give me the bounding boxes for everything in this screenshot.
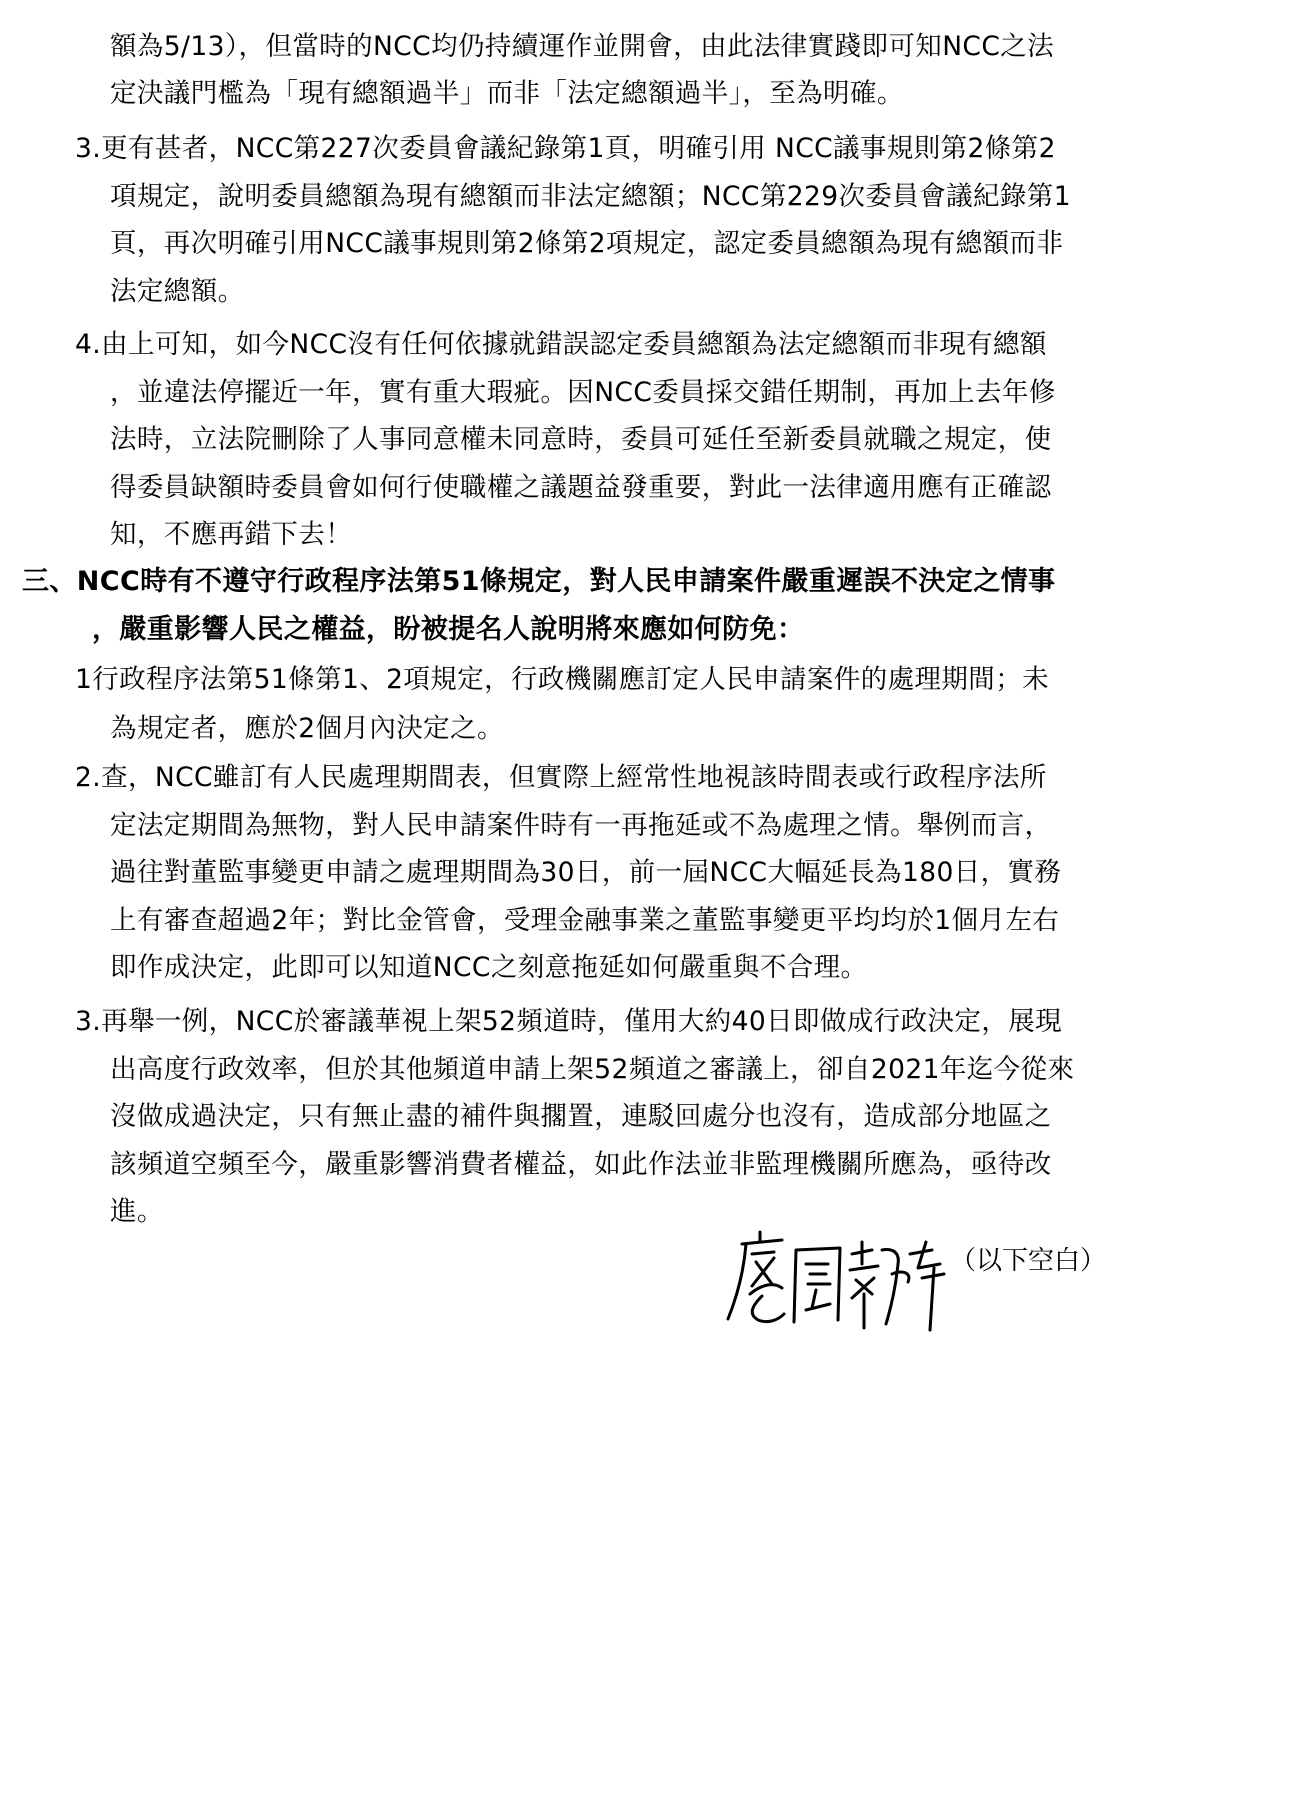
text-line: 該頻道空頻至今，嚴重影響消費者權益，如此作法並非監理機關所應為，亟待改 — [110, 1149, 1052, 1180]
list-item-3: 3.更有甚者，NCC第227次委員會議紀錄第1頁，明確引用 NCC議事規則第2條第2 — [75, 133, 1056, 164]
text-line: 即作成決定，此即可以知道NCC之刻意拖延如何嚴重與不合理。 — [110, 952, 868, 983]
list-item-1: 1行政程序法第51條第1、2項規定，行政機關應訂定人民申請案件的處理期間；未 — [75, 664, 1049, 695]
blank-below-note: （以下空白） — [950, 1246, 1107, 1276]
text-line: 上有審查超過2年；對比金管會，受理金融事業之董監事變更平均均於1個月左右 — [110, 905, 1060, 936]
list-item-3b: 3.再舉一例，NCC於審議華視上架52頻道時，僅用大約40日即做成行政決定，展現 — [75, 1006, 1063, 1037]
list-item-4: 4.由上可知，如今NCC沒有任何依據就錯誤認定委員總額為法定總額而非現有總額 — [75, 329, 1047, 360]
text-line: 法定總額。 — [110, 276, 245, 307]
section-heading-3-cont: ，嚴重影響人民之權益，盼被提名人說明將來應如何防免： — [92, 614, 805, 645]
text-line: 定法定期間為無物，對人民申請案件時有一再拖延或不為處理之情。舉例而言， — [110, 810, 1052, 841]
section-heading-3: 三、NCC時有不遵守行政程序法第51條規定，對人民申請案件嚴重遲誤不決定之情事 — [22, 566, 1056, 597]
text-line: 得委員缺額時委員會如何行使職權之議題益發重要，對此一法律適用應有正確認 — [110, 472, 1052, 503]
handwritten-signature — [722, 1224, 952, 1334]
text-line: 頁，再次明確引用NCC議事規則第2條第2項規定，認定委員總額為現有總額而非 — [110, 228, 1064, 259]
text-line: 額為5/13），但當時的NCC均仍持續運作並開會，由此法律實踐即可知NCC之法 — [110, 31, 1055, 62]
text-line: 進。 — [110, 1196, 164, 1227]
text-line: ，並違法停擺近一年，實有重大瑕疵。因NCC委員採交錯任期制，再加上去年修 — [110, 377, 1056, 408]
list-item-2: 2.查，NCC雖訂有人民處理期間表，但實際上經常性地視該時間表或行政程序法所 — [75, 762, 1047, 793]
text-line: 過往對董監事變更申請之處理期間為30日，前一屆NCC大幅延長為180日，實務 — [110, 857, 1062, 888]
text-line: 沒做成過決定，只有無止盡的補件與擱置，連駁回處分也沒有，造成部分地區之 — [110, 1101, 1052, 1132]
text-line: 項規定，說明委員總額為現有總額而非法定總額；NCC第229次委員會議紀錄第1 — [110, 181, 1071, 212]
text-line: 法時，立法院刪除了人事同意權未同意時，委員可延任至新委員就職之規定，使 — [110, 424, 1052, 455]
text-line: 定決議門檻為「現有總額過半」而非「法定總額過半」，至為明確。 — [110, 78, 904, 109]
text-line: 知，不應再錯下去！ — [110, 519, 353, 550]
text-line: 出高度行政效率，但於其他頻道申請上架52頻道之審議上，卻自2021年迄今從來 — [110, 1054, 1075, 1085]
text-line: 為規定者，應於2個月內決定之。 — [110, 713, 504, 744]
